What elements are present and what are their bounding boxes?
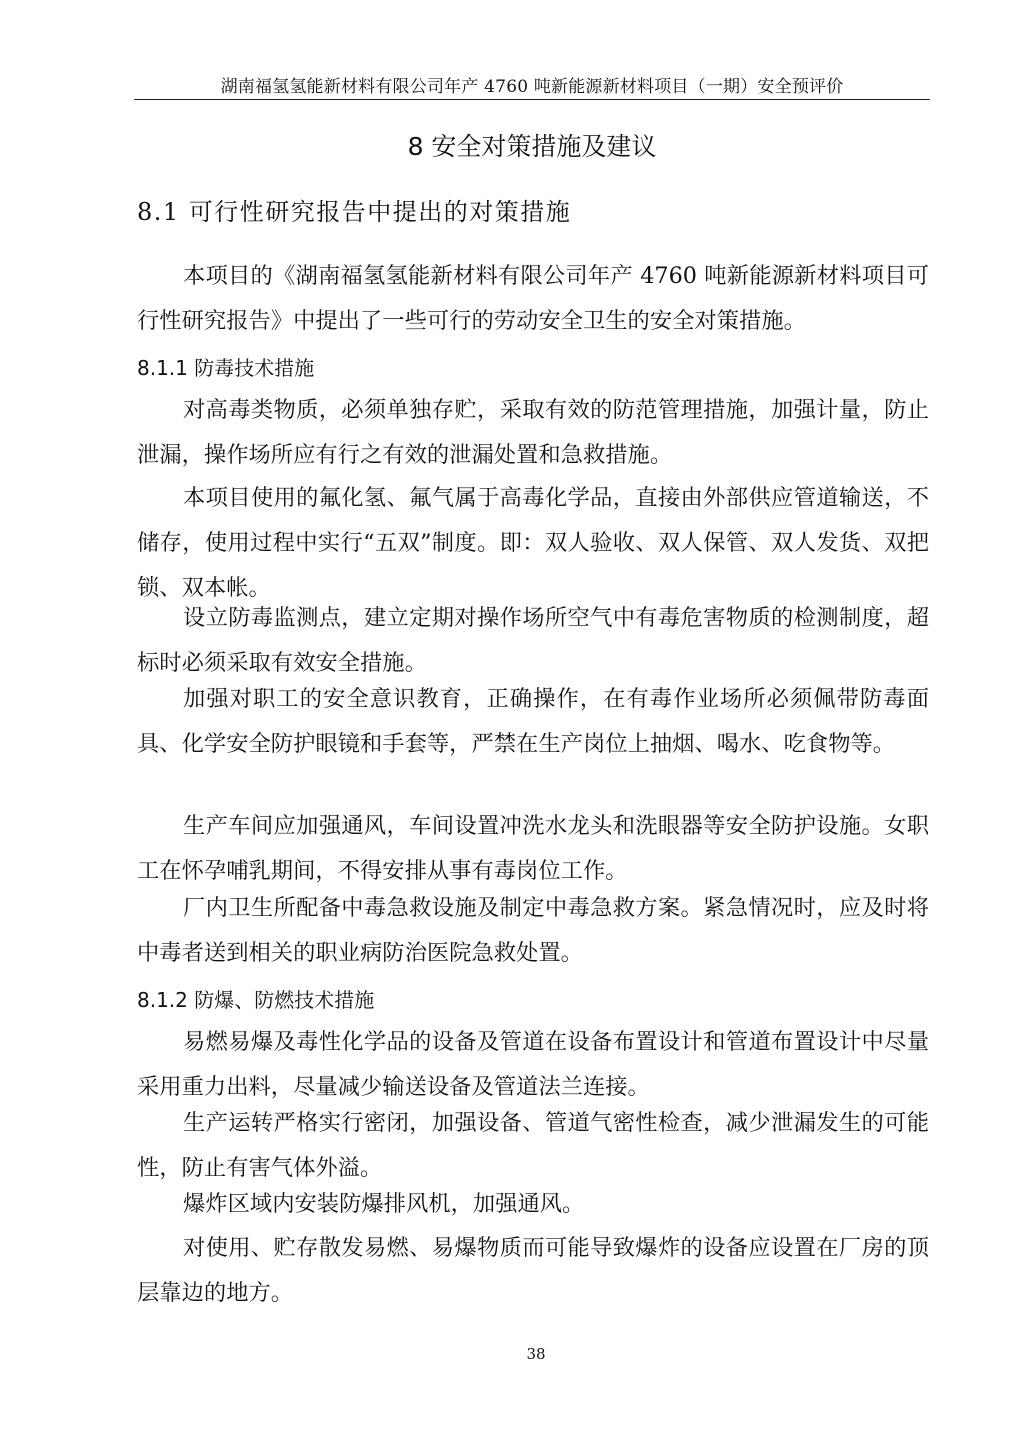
- chapter-title: 8 安全对策措施及建议: [407, 132, 657, 161]
- paragraph: 生产运转严格实行密闭，加强设备、管道气密性检查，减少泄漏发生的可能性，防止有害气体外溢。: [137, 1110, 929, 1181]
- page-number: 38: [526, 1345, 546, 1363]
- paragraph: 对高毒类物质，必须单独存贮，采取有效的防范管理措施，加强计量，防止泄漏，操作场所应有行之有效的泄漏处置和急救措施。: [137, 397, 929, 468]
- subsection-heading-antitoxic: 8.1.1 防毒技术措施: [137, 356, 315, 380]
- paragraph: 厂内卫生所配备中毒急救设施及制定中毒急救方案。紧急情况时，应及时将中毒者送到相关的职业病防治医院急救处置。: [137, 895, 929, 966]
- paragraph: 爆炸区域内安装防爆排风机，加强通风。: [183, 1191, 585, 1217]
- paragraph: 易燃易爆及毒性化学品的设备及管道在设备布置设计和管道布置设计中尽量采用重力出料，尽量减少输送设备及管道法兰连接。: [137, 1029, 929, 1100]
- paragraph: 设立防毒监测点，建立定期对操作场所空气中有毒危害物质的检测制度，超标时必须采取有效安全措施。: [137, 605, 929, 676]
- paragraph: 生产车间应加强通风，车间设置冲洗水龙头和洗眼器等安全防护设施。女职工在怀孕哺乳期间，不得安排从事有毒岗位工作。: [137, 813, 929, 884]
- section-heading: 8.1 可行性研究报告中提出的对策措施: [137, 198, 572, 226]
- subsection-heading-explosion: 8.1.2 防爆、防燃技术措施: [137, 988, 375, 1012]
- paragraph: 加强对职工的安全意识教育，正确操作，在有毒作业场所必须佩带防毒面具、化学安全防护眼镜和手套等，严禁在生产岗位上抽烟、喝水、吃食物等。: [137, 686, 929, 757]
- section-intro-paragraph: 本项目的《湖南福氢氢能新材料有限公司年产 4760 吨新能源新材料项目可行性研究报告》中提出了一些可行的劳动安全卫生的安全对策措施。: [137, 263, 929, 334]
- paragraph: 本项目使用的氟化氢、氟气属于高毒化学品，直接由外部供应管道输送，不储存，使用过程中实行“五双”制度。即：双人验收、双人保管、双人发货、双把锁、双本帐。: [137, 485, 929, 601]
- paragraph: 对使用、贮存散发易燃、易爆物质而可能导致爆炸的设备应设置在厂房的顶层靠边的地方。: [137, 1235, 929, 1306]
- header-divider: [134, 99, 930, 100]
- running-header: 湖南福氢氢能新材料有限公司年产 4760 吨新能源新材料项目（一期）安全预评价: [220, 77, 844, 97]
